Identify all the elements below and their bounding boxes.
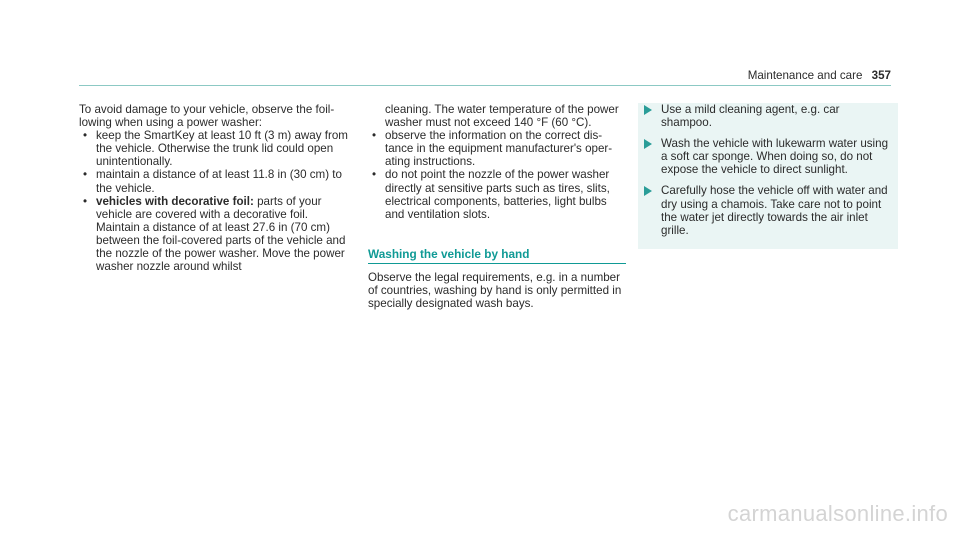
step-item — [638, 184, 892, 236]
step-text: Wash the vehicle with lukewarm water using a soft car sponge. When doing so, do not expose the vehicle to direct sunlight. — [661, 137, 889, 177]
list-item-continuation — [368, 103, 626, 129]
list-item-text: keep the SmartKey at least 10 ft (3 m) away from the vehicle. Otherwise the trunk lid could open unintentionally. — [96, 129, 348, 169]
list-item-foil — [79, 195, 349, 274]
section-text: Observe the legal requirements, e.g. in a number of countries, washing by hand is only permitted in specially designated wash bays. — [368, 270, 622, 311]
intro-text: To avoid damage to your vehicle, observe the foil-lowing when using a power washer: — [79, 103, 335, 130]
instruction-steps — [638, 103, 898, 249]
arrow-right-icon — [644, 105, 652, 115]
list-item — [79, 168, 349, 194]
foil-text: parts of your vehicle are covered with a decorative foil. Maintain a distance of at least 27.6 in (70 cm) between the foil-covered parts of the vehicle and the nozzle of the power washer. Move the power washer nozzle around whilst — [96, 194, 346, 274]
column-middle — [368, 103, 626, 310]
section-heading: Washing the vehicle by hand — [368, 248, 626, 264]
header-rule — [79, 85, 891, 86]
step-item — [638, 137, 892, 176]
step-text: Use a mild cleaning agent, e.g. car shampoo. — [661, 103, 840, 130]
page-number: 357 — [871, 69, 891, 82]
list-item-text: observe the information on the correct dis-tance in the equipment manufacturer's oper-ating instructions. — [385, 129, 613, 169]
list-item-text: do not point the nozzle of the power washer directly at sensitive parts such as tires, slits, electrical components, batteries, light bulbs and ventilation slots. — [385, 168, 610, 221]
column-right — [638, 103, 898, 249]
list-item — [368, 129, 626, 168]
watermark: carmanualsonline.info — [727, 501, 948, 526]
column-left — [79, 103, 349, 273]
arrow-right-icon — [644, 186, 652, 196]
list-item-text: maintain a distance of at least 11.8 in (30 cm) to the vehicle. — [96, 168, 342, 195]
step-item — [638, 103, 892, 129]
step-text: Carefully hose the vehicle off with water and dry using a chamois. Take care not to point the water jet directly towards the air inlet grille. — [661, 184, 888, 237]
foil-label: vehicles with decorative foil: — [96, 194, 254, 208]
header-title: Maintenance and care — [747, 69, 863, 82]
list-item — [368, 168, 626, 220]
power-washer-list — [79, 129, 349, 273]
list-item — [79, 129, 349, 168]
page-header — [748, 69, 891, 83]
continuation-text: cleaning. The water temperature of the power washer must not exceed 140 °F (60 °C). — [385, 103, 619, 130]
power-washer-list-continued — [368, 103, 626, 221]
arrow-right-icon — [644, 139, 652, 149]
